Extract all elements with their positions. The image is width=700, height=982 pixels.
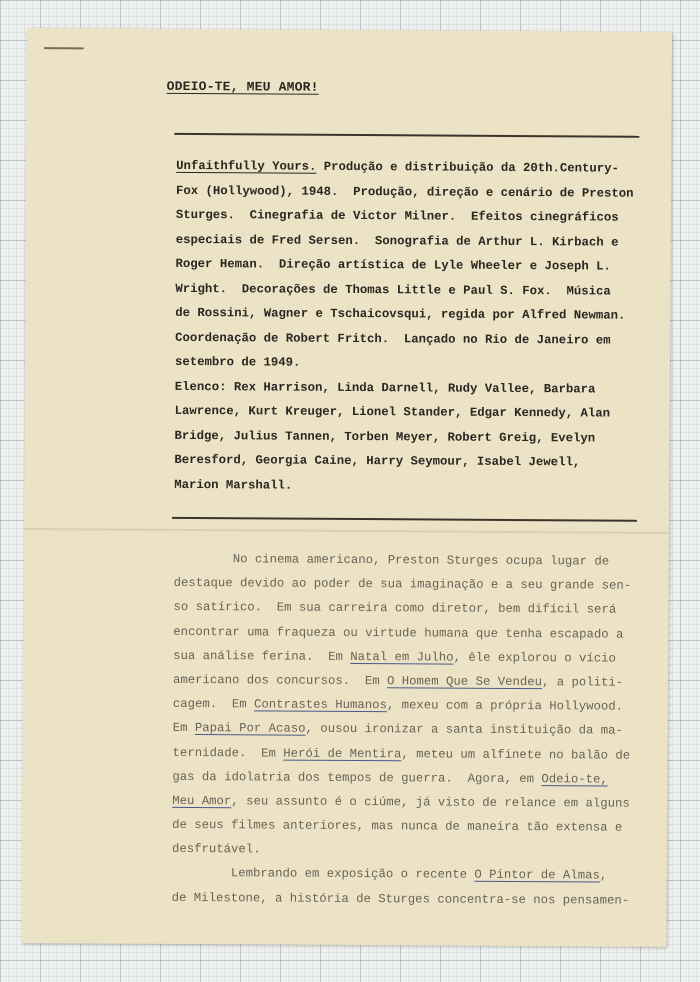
credits-line: Unfaithfully Yours. Produção e distribuição da 20th.Century- bbox=[176, 158, 619, 176]
body-line: No cinema americano, Preston Sturges ocupa lugar de bbox=[173, 551, 610, 569]
film-reference: Odeio-te, bbox=[541, 771, 608, 787]
body-line: encontrar uma fraqueza ou virtude humana que tenha escapado a bbox=[173, 624, 624, 642]
body-line: americano dos concursos. Em O Homem Que Se Vendeu, a politi- bbox=[172, 672, 624, 690]
credits-line: Wright. Decorações de Thomas Little e Paul S. Fox. Música bbox=[175, 281, 611, 299]
body-line: ternidade. Em Herói de Mentira, meteu um alfinete no balão de bbox=[172, 745, 631, 763]
bottom-divider bbox=[172, 517, 637, 522]
cast-line: Bridge, Julius Tannen, Torben Meyer, Robert Greig, Evelyn bbox=[174, 428, 596, 445]
film-reference: O Pintor de Almas bbox=[474, 868, 600, 883]
credits-line: Sturges. Cinegrafia de Victor Milner. Efeitos cinegráficos bbox=[175, 207, 619, 225]
cast-line: Beresford, Georgia Caine, Harry Seymour, Isabel Jewell, bbox=[174, 452, 581, 470]
cast-line: Lawrence, Kurt Kreuger, Lionel Stander, Edgar Kennedy, Alan bbox=[174, 403, 611, 421]
body-line: destaque devido ao poder de sua imaginação e a seu grande sen- bbox=[173, 576, 632, 593]
body-line: cagem. Em Contrastes Humanos, mexeu com a própria Hollywood. bbox=[172, 697, 624, 714]
film-reference: Natal em Julho bbox=[350, 649, 454, 665]
cast-line: Marion Marshall. bbox=[174, 477, 293, 493]
top-divider bbox=[174, 133, 639, 138]
body-line: Meu Amor, seu assunto é o ciúme, já visto de relance em alguns bbox=[172, 793, 630, 811]
credits-block bbox=[174, 154, 656, 500]
body-line: Lembrando em exposição o recente O Pintor de Almas, bbox=[171, 866, 608, 883]
body-line: sua análise ferina. Em Natal em Julho, êle explorou o vício bbox=[173, 648, 616, 666]
credits-line: Coordenação de Robert Fritch. Lançado no Rio de Janeiro em bbox=[175, 330, 611, 348]
film-title: Unfaithfully Yours. bbox=[176, 158, 317, 174]
credits-line: Fox (Hollywood), 1948. Produção, direção e cenário de Preston bbox=[175, 183, 634, 201]
credits-line: especiais de Fred Sersen. Sonografia de Arthur L. Kirbach e bbox=[175, 232, 619, 250]
body-line: gas da idolatria dos tempos de guerra. Agora, em Odeio-te, bbox=[172, 769, 608, 787]
film-reference: Contrastes Humanos bbox=[254, 697, 387, 713]
film-reference: Meu Amor bbox=[172, 793, 232, 809]
staple-mark bbox=[44, 47, 84, 49]
body-line: Em Papai Por Acaso, ousou ironizar a santa instituição da ma- bbox=[172, 721, 623, 738]
document-page bbox=[21, 28, 672, 947]
body-line: de seus filmes anteriores, mas nunca de maneira tão extensa e bbox=[172, 817, 623, 835]
film-reference: O Homem Que Se Vendeu bbox=[386, 674, 543, 690]
body-line: so satírico. Em sua carreira como diretor, bem difícil será bbox=[173, 600, 617, 617]
review-body bbox=[172, 547, 654, 913]
credits-line: setembro de 1949. bbox=[174, 354, 301, 370]
credits-line: de Rossini, Wagner e Tschaicovsqui, regida por Alfred Newman. bbox=[175, 305, 626, 323]
body-line: de Milestone, a história de Sturges concentra-se nos pensamen- bbox=[171, 890, 630, 908]
body-line: desfrutável. bbox=[171, 842, 261, 857]
film-reference: Papai Por Acaso bbox=[194, 721, 306, 737]
film-reference: Herói de Mentira bbox=[283, 746, 402, 761]
credits-line: Roger Heman. Direção artística de Lyle Wheeler e Joseph L. bbox=[175, 256, 611, 274]
cast-line: Elenco: Rex Harrison, Linda Darnell, Rudy Vallee, Barbara bbox=[174, 379, 596, 396]
document-title: ODEIO-TE, MEU AMOR! bbox=[166, 78, 319, 95]
